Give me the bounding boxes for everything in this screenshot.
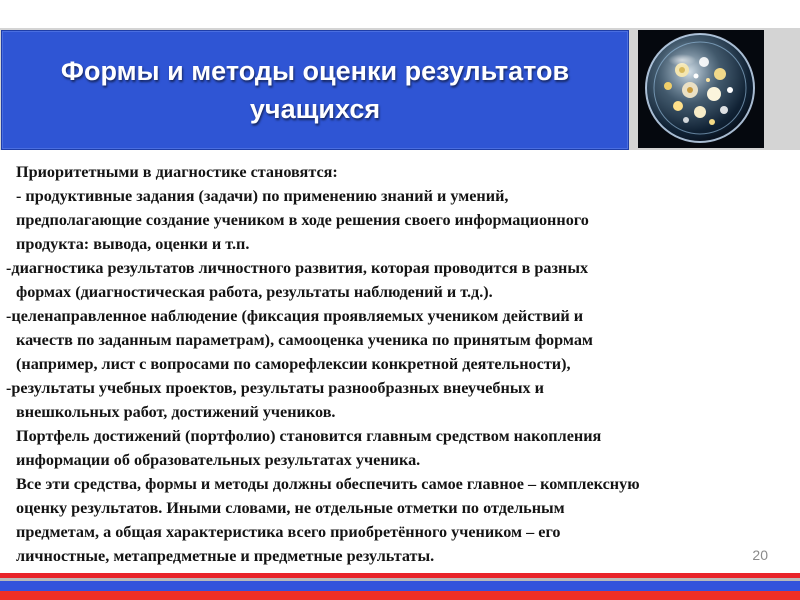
body-text [6, 160, 792, 568]
text-line: формах (диагностическая работа, результаты наблюдений и т.д.). [16, 283, 493, 301]
text-line: личностные, метапредметные и предметные результаты. [16, 547, 435, 565]
text-line: -результаты учебных проектов, результаты разнообразных внеучебных и [6, 379, 544, 397]
slide-title: Формы и методы оценки результатов учащихся [60, 56, 570, 124]
petri-dish-icon [638, 30, 764, 148]
page-number: 20 [752, 547, 768, 563]
text-line: внешкольных работ, достижений учеников. [16, 403, 336, 421]
text-line: предполагающие создание учеником в ходе решения своего информационного [16, 211, 589, 229]
text-line: (например, лист с вопросами по саморефлексии конкретной деятельности), [16, 355, 571, 373]
text-line: предметам, а общая характеристика всего приобретённого учеником – его [16, 523, 561, 541]
title-box [1, 30, 629, 150]
text-line: Приоритетными в диагностике становятся: [16, 163, 338, 181]
text-line: -диагностика результатов личностного развития, которая проводится в разных [6, 259, 589, 277]
text-line: информации об образовательных результатах ученика. [16, 451, 421, 469]
footer-stripe-blue [0, 581, 800, 591]
petri-dish-image [638, 30, 764, 148]
text-line: -целенаправленное наблюдение (фиксация проявляемых учеником действий и [6, 307, 584, 325]
text-line: Портфель достижений (портфолио) становится главным средством накопления [16, 427, 602, 445]
text-line: продукта: вывода, оценки и т.п. [16, 235, 250, 253]
footer-stripe-red-bottom [0, 591, 800, 600]
text-line: Все эти средства, формы и методы должны обеспечить самое главное – комплексную [16, 475, 640, 493]
text-line: качеств по заданным параметрам), самооценка ученика по принятым формам [16, 331, 593, 349]
text-line: - продуктивные задания (задачи) по применению знаний и умений, [16, 187, 509, 205]
text-line: оценку результатов. Иными словами, не отдельные отметки по отдельным [16, 499, 565, 517]
